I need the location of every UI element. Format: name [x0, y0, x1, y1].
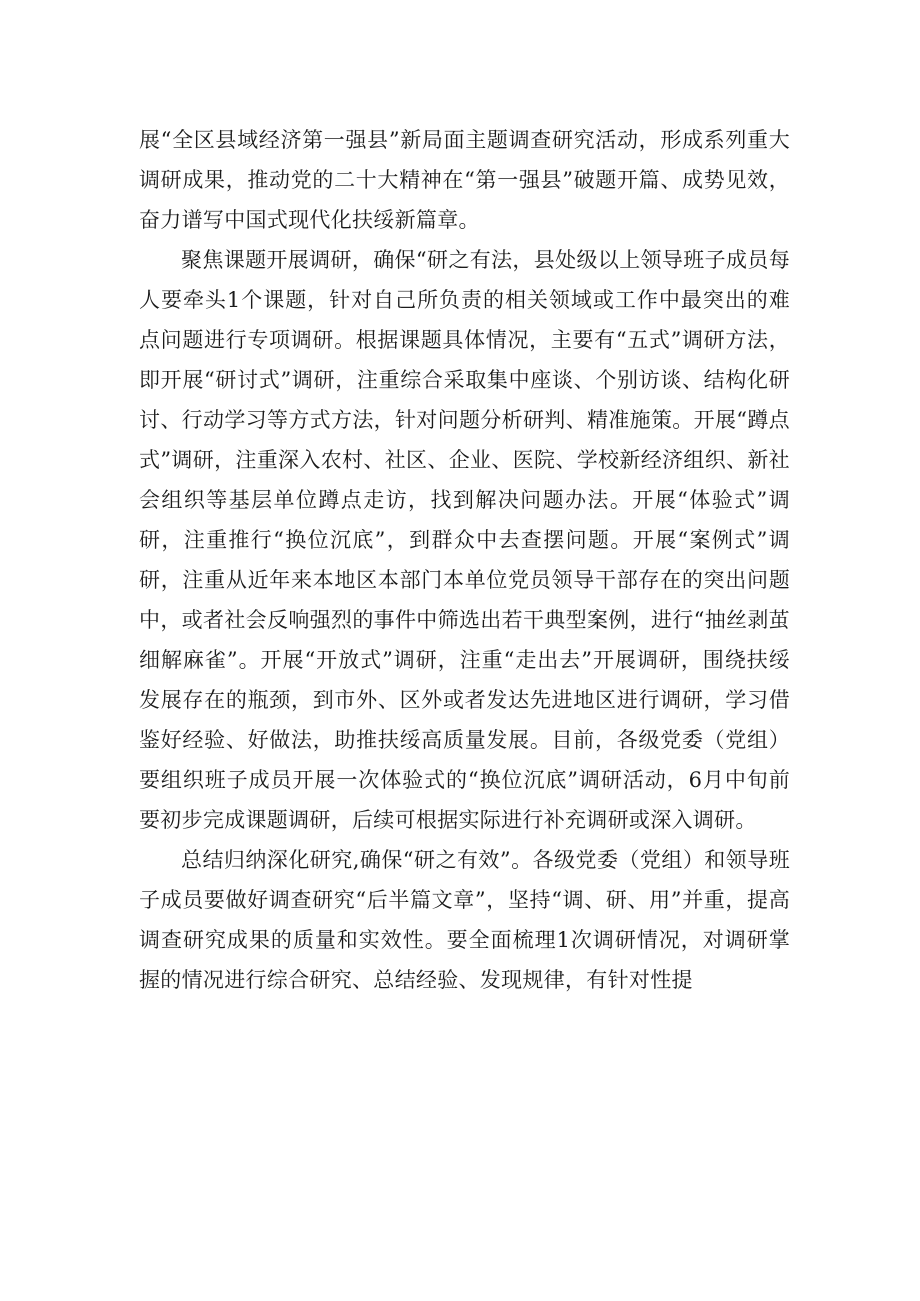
paragraph-summary-research: 总结归纳深化研究,确保“研之有效”。各级党委（党组）和领导班子成员要做好调查研究“后半篇文章”，坚持“调、研、用”并重，提高调查研究成果的质量和实效性。要全面梳理1次调研情况，对调研掌握的情况进行综合研究、总结经验、发现规律，有针对性提	[139, 848, 790, 992]
document-body	[139, 120, 790, 1000]
paragraph-continuation: 展“全区县域经济第一强县”新局面主题调查研究活动，形成系列重大调研成果，推动党的二十大精神在“第一强县”破题开篇、成势见效，奋力谱写中国式现代化扶绥新篇章。	[139, 128, 790, 232]
paragraph-research-methods: 聚焦课题开展调研，确保“研之有法，县处级以上领导班子成员每人要牵头1个课题，针对自己所负责的相关领域或工作中最突出的难点问题进行专项调研。根据课题具体情况，主要有“五式”调研方法，即开展“研讨式”调研，注重综合采取集中座谈、个别访谈、结构化研讨、行动学习等方式方法，针对问题分析研判、精准施策。开展“蹲点式”调研，注重深入农村、社区、企业、医院、学校新经济组织、新社会组织等基层单位蹲点走访，找到解决问题办法。开展“体验式”调研，注重推行“换位沉底”，到群众中去查摆问题。开展“案例式”调研，注重从近年来本地区本部门本单位党员领导干部存在的突出问题中，或者社会反响强烈的事件中筛选出若干典型案例，进行“抽丝剥茧细解麻雀”。开展“开放式”调研，注重“走出去”开展调研，围绕扶绥发展存在的瓶颈，到市外、区外或者发达先进地区进行调研，学习借鉴好经验、好做法，助推扶绥高质量发展。目前，各级党委（党组）要组织班子成员开展一次体验式的“换位沉底”调研活动，6月中旬前要初步完成课题调研，后续可根据实际进行补充调研或深入调研。	[139, 248, 790, 832]
